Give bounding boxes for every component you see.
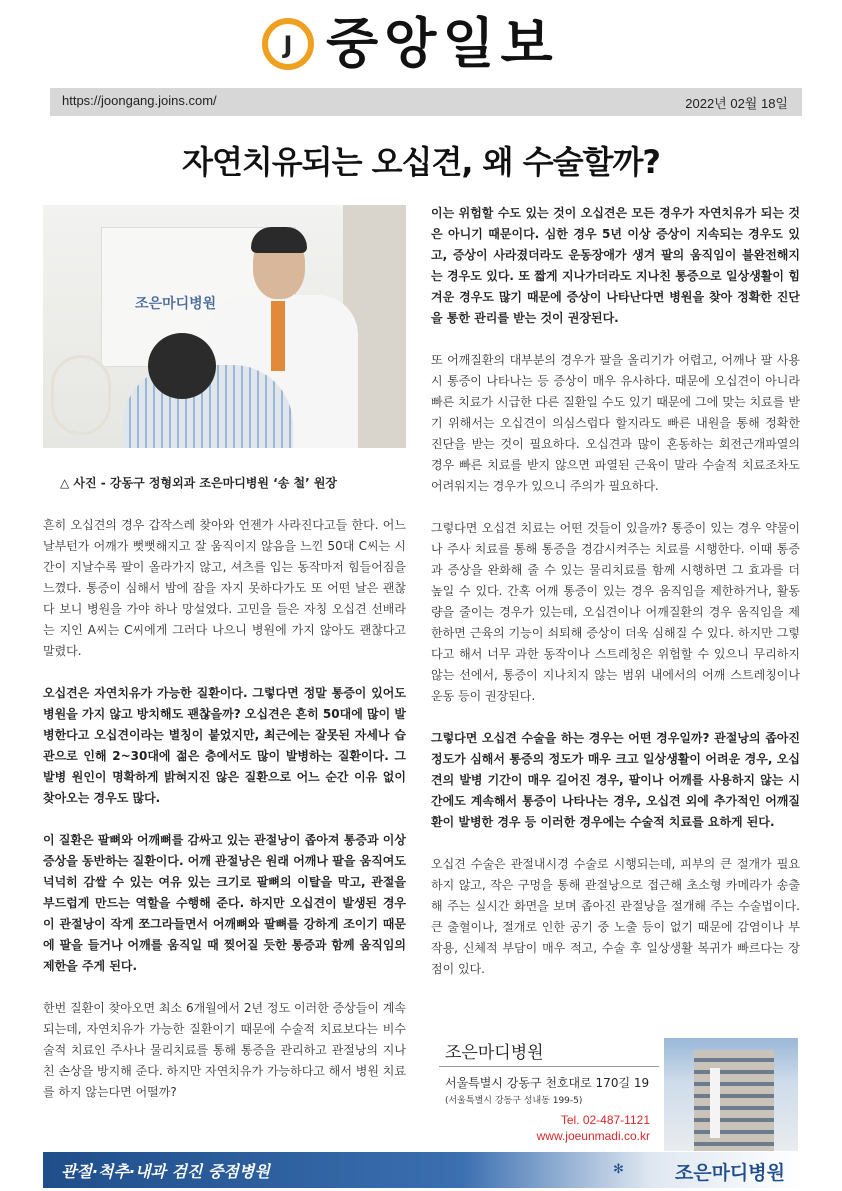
paragraph: 그렇다면 오십견 치료는 어떤 것들이 있을까? 통증이 있는 경우 약물이나 주사 치료를 통해 통증을 경감시켜주는 치료를 시행한다. 이때 통증과 증상을 완화해 줄 수 있는 물리치료를 함께 시행하면 그 효과를 더 높일 수 있다. 간혹 어깨 통증이 있는 경우 움직임을 제한하거나, 활동량을 줄이는 경우가 있는데, 오십견이나 어깨질환의 경우 움직임을 제한하면 근육의 기능이 쇠퇴해 증상이 더욱 심해질 수 있다. 하지만 그렇다고 해서 너무 과한 동작이나 스트레칭은 위험할 수 있으니 무리하지 않는 선에서, 통증이 지나치지 않는 범위 내에서의 어깨 스트레칭이나 운동 등이 권장된다. [431,521,800,703]
url-bar [50,88,802,116]
logo-letter: J [283,31,293,59]
hospital-name: 조은마디병원 [445,1043,544,1063]
hospital-info-box [431,1034,800,1146]
newspaper-logo-icon [262,18,314,70]
article-url[interactable]: https://joongang.joins.com/ [62,93,217,108]
paragraph: 흔히 오십견의 경우 갑작스레 찾아와 언젠가 사라진다고들 한다. 어느 날부턴가 어깨가 뻣뻣해지고 잘 움직이지 않음을 느낀 50대 C씨는 시간이 지날수록 팔이 올라가지 않고, 셔츠를 입는 동작마저 힘들어짐을 느꼈다. 통증이 심해서 밤에 잠을 자지 못하다가도 또 어떤 날은 괜찮다 보니 병원을 가야 하나 망설였다. 고민을 들은 자칭 오십견 선배라는 지인 A씨는 C씨에게 그러다 나으니 병원에 가지 않아도 괜찮다고 말렸다. [43,518,406,658]
hospital-address-old: (서울특별시 강동구 성내동 199-5) [445,1096,583,1106]
paragraph-bold: 이 질환은 팔뼈와 어깨뼈를 감싸고 있는 관절낭이 좁아져 통증과 이상 증상을 동반하는 질환이다. 어깨 관절낭은 원래 어깨나 팔을 움직여도 넉넉히 감쌀 수 있는 여유 있는 크기로 팔뼈의 이탈을 막고, 관절을 부드럽게 만드는 역할을 수행해 준다. 하지만 오십견이 발생된 경우 이 관절낭이 작게 쪼그라들면서 어깨뼈와 팔뼈를 강하게 조이기 때문에 팔을 들거나 어깨를 움직일 때 찢어질 듯한 통증과 함께 움직임의 제한을 주게 된다. [43,833,406,973]
paragraph: 또 어깨질환의 대부분의 경우가 팔을 올리기가 어렵고, 어깨나 팔 사용 시 통증이 나타나는 등 증상이 매우 유사하다. 때문에 오십견이 아니라 빠른 치료가 시급한 다른 질환일 수도 있기 때문에 그에 맞는 치료를 받기 위해서는 오십견이 의심스럽다 할지라도 빠른 내원을 통해 정확한 진단을 받는 것이 필요하다. 오십견과 많이 혼동하는 회전근개파열의 경우 빠른 치료를 받지 않으면 파열된 근육이 말라 수술적 치료조차도 어려워지는 경우가 있으니 주의가 필요하다. [431,353,800,493]
publish-date: 2022년 02월 18일 [685,96,788,111]
headline: 자연치유되는 오십견, 왜 수술할까? [182,143,660,181]
footer-banner [43,1152,803,1188]
article-photo [43,205,406,448]
newspaper-name: 중앙일보 [326,12,559,75]
left-column [43,515,406,1124]
hospital-phone[interactable]: Tel. 02-487-1121 [560,1113,650,1127]
paragraph-bold: 그렇다면 오십견 수술을 하는 경우는 어떤 경우일까? 관절낭의 좁아진 정도가 심해서 통증의 정도가 매우 크고 일상생활이 어려운 경우, 오십견의 발병 기간이 매우 길어진 경우, 팔이나 어깨를 사용하지 않는 시간에도 계속해서 통증이 나타나는 경우, 오십견 외에 추가적인 어깨질환이 발병한 경우 등 이러한 경우에는 수술적 치료를 요하게 된다. [431,731,800,829]
hospital-website-link[interactable]: www.joeunmadi.co.kr [536,1129,650,1143]
paragraph: 오십견 수술은 관절내시경 수술로 시행되는데, 피부의 큰 절개가 필요하지 않고, 작은 구멍을 통해 관절낭으로 접근해 초소형 카메라가 송출해 주는 실시간 화면을 보며 좁아진 관절낭을 절개해 주는 수술법이다. 큰 출혈이나, 절개로 인한 공기 중 노출 등이 없기 때문에 감염이나 부작용, 신체적 부담이 매우 적고, 수술 후 일상생활 복귀가 빠르다는 장점이 있다. [431,857,800,976]
divider [439,1066,659,1067]
hospital-logo-icon: ✻ [613,1162,624,1177]
paragraph-bold: 이는 위험할 수도 있는 것이 오십견은 모든 경우가 자연치유가 되는 것은 아니기 때문이다. 심한 경우 5년 이상 증상이 지속되는 경우도 있고, 증상이 사라졌더라도 운동장애가 생겨 팔의 움직임이 불완전해지는 경우도 있다. 또 짧게 지나가더라도 지나친 통증으로 일상생활이 힘겨운 경우도 많기 때문에 증상이 나타난다면 병원을 찾아 정확한 진단을 통한 관리를 받는 것이 권장된다. [431,206,800,325]
hospital-building-photo [664,1038,798,1151]
masthead [0,10,842,82]
footer-brand: 조은마디병원 [674,1162,785,1184]
footer-slogan: 관절·척추·내과 검진 중점병원 [61,1162,270,1181]
photo-caption: △ 사진 - 강동구 정형외과 조은마디병원 ‘송 철’ 원장 [60,476,337,490]
hospital-address: 서울특별시 강동구 천호대로 170길 19 [445,1076,650,1090]
right-column [431,203,800,1001]
photo-hospital-sign: 조은마디병원 [135,296,217,312]
paragraph: 한번 질환이 찾아오면 최소 6개월에서 2년 정도 이러한 증상들이 계속되는데, 자연치유가 가능한 질환이기 때문에 수술적 치료보다는 비수술적 치료인 주사나 물리치료를 통해 통증을 관리하고 관절낭의 지나친 손상을 방지해 준다. 하지만 자연치유가 가능하다고 해서 병원 치료를 하지 않는다면 어떨까? [43,1001,406,1099]
paragraph-bold: 오십견은 자연치유가 가능한 질환이다. 그렇다면 정말 통증이 있어도 병원을 가지 않고 방치해도 괜찮을까? 오십견은 흔히 50대에 많이 발병한다고 오십견이라는 별칭이 붙었지만, 최근에는 잘못된 자세나 습관으로 인해 2~30대에 젊은 층에서도 많이 발병하는 질환이다. 그 발병 원인이 명확하게 밝혀지진 않은 질환으로 어느 순간 이유 없이 찾아오는 경우도 많다. [43,686,406,805]
